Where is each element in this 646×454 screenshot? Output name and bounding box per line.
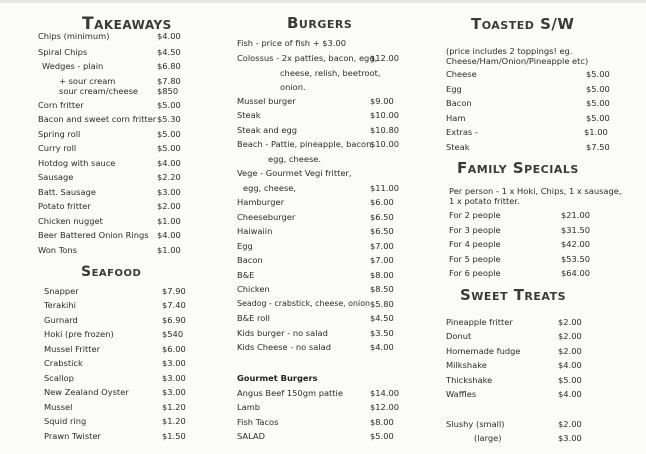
menu-item-name: Terakihi: [44, 300, 76, 310]
menu-item-name: Mussel burger: [237, 96, 296, 106]
menu-item-price: $5.00: [586, 69, 610, 79]
menu-item-price: $4.00: [558, 360, 582, 370]
toasted-note: (price includes 2 toppings! eg.: [446, 46, 573, 56]
menu-item-name: Vege - Gourmet Vegi fritter,: [237, 168, 352, 178]
menu-item-price: $12.00: [370, 53, 400, 63]
menu-item-price: $4.00: [558, 389, 582, 399]
menu-item-price: $540: [162, 329, 184, 339]
toasted-note: Cheese/Ham/Onion/Pineapple etc): [446, 56, 589, 66]
menu-item-price: $3.00: [162, 373, 186, 383]
menu-item-price: $53.50: [561, 254, 591, 264]
page-edge: [0, 0, 646, 3]
menu-item-price: $5.00: [157, 129, 181, 139]
menu-item-price: $7.00: [370, 255, 394, 265]
menu-item-name: Mussel: [44, 402, 73, 412]
menu-item-name: For 3 people: [449, 225, 501, 235]
menu-item-price: $42.00: [561, 239, 591, 249]
menu-item-name: Hoki (pre frozen): [44, 329, 114, 339]
menu-item-price: $2.00: [157, 201, 181, 211]
menu-item-price: $6.80: [157, 61, 181, 71]
menu-item-name: Potato fritter: [38, 201, 91, 211]
menu-item-name: For 2 people: [449, 210, 501, 220]
family-specials-heading: Family Specials: [457, 159, 579, 177]
menu-item-price: $5.00: [370, 431, 394, 441]
menu-item-name: Ham: [446, 113, 466, 123]
menu-item-name: Kids Cheese - no salad: [237, 342, 331, 352]
menu-item-name: Curry roll: [38, 143, 77, 153]
menu-item-name: Angus Beef 150gm pattie: [237, 388, 343, 398]
menu-item-price: $3.00: [157, 187, 181, 197]
menu-item-price: $5.00: [157, 143, 181, 153]
menu-item-price: $6.50: [370, 226, 394, 236]
menu-item-price: $2.00: [558, 317, 582, 327]
menu-item-name: Won Tons: [38, 245, 78, 255]
menu-item-description: egg, cheese.: [268, 154, 322, 164]
menu-item-name: Donut: [446, 331, 472, 341]
menu-item-price: $5.00: [586, 84, 610, 94]
menu-item-price: $8.00: [370, 417, 394, 427]
menu-item-name: Hotdog with sauce: [38, 158, 116, 168]
menu-item-name: Prawn Twister: [44, 431, 101, 441]
family-note: 1 x potato fritter.: [449, 196, 520, 206]
menu-item-name: Thickshake: [446, 375, 493, 385]
menu-item-price: $10.00: [370, 110, 400, 120]
menu-item-price: $2.00: [558, 331, 582, 341]
menu-item-name: Steak: [237, 110, 261, 120]
menu-item-name: Milkshake: [446, 360, 487, 370]
menu-item-price: $11.00: [370, 183, 400, 193]
menu-item-price: $14.00: [370, 388, 400, 398]
menu-item-price: $1.00: [157, 216, 181, 226]
menu-item-name: Snapper: [44, 286, 79, 296]
menu-item-price: $6.50: [370, 212, 394, 222]
menu-item-price: $4.00: [370, 342, 394, 352]
menu-item-name: Mussel Fritter: [44, 344, 101, 354]
menu-item-price: $1.50: [162, 431, 186, 441]
menu-item-name: B&E: [237, 270, 255, 280]
menu-item-price: $5.00: [157, 100, 181, 110]
menu-item-name: Gurnard: [44, 315, 78, 325]
menu-item-name: New Zealand Oyster: [44, 387, 129, 397]
menu-item-price: $5.00: [586, 98, 610, 108]
menu-item-price: $10.80: [370, 125, 400, 135]
menu-item-price: $4.50: [157, 47, 181, 57]
menu-item-price: $7.50: [586, 142, 610, 152]
menu-item-name: Pineapple fritter: [446, 317, 513, 327]
seafood-heading: Seafood: [81, 264, 142, 280]
menu-item-name: Lamb: [237, 402, 261, 412]
menu-item-price: $3.00: [162, 387, 186, 397]
menu-item-name: Crabstick: [44, 358, 83, 368]
menu-item-price: $4.50: [370, 313, 394, 323]
menu-item-name: Egg: [237, 241, 253, 251]
menu-item-name: Sausage: [38, 172, 74, 182]
menu-item-price: $6.90: [162, 315, 186, 325]
menu-item-name: Corn fritter: [38, 100, 84, 110]
takeaways-heading: Takeaways: [82, 14, 172, 34]
menu-item-price: $2.00: [558, 419, 582, 429]
menu-item-name: Bacon and sweet corn fritter: [38, 114, 157, 124]
menu-item-price: $5.80: [370, 299, 394, 309]
menu-item-price: $8.50: [370, 284, 394, 294]
menu-item-name: Hamburger: [237, 197, 284, 207]
menu-item-name: Colossus - 2x patties, bacon, egg,: [237, 53, 378, 63]
menu-item-name: Scallop: [44, 373, 74, 383]
menu-item-name: Slushy (small): [446, 419, 505, 429]
menu-item-name: Extras -: [446, 127, 478, 137]
menu-item-name: Chips (minimum): [38, 31, 110, 41]
menu-item-price: $12.00: [370, 402, 400, 412]
menu-item-name: Fish Tacos: [237, 417, 279, 427]
menu-item-name: (large): [474, 433, 502, 443]
menu-item-price: $1.00: [584, 127, 608, 137]
menu-item-name: For 6 people: [449, 268, 501, 278]
menu-item-price: $2.20: [157, 172, 181, 182]
gourmet-burgers-subheading: Gourmet Burgers: [237, 373, 318, 383]
fish-price-note: Fish - price of fish + $3.00: [237, 38, 347, 48]
menu-item-name: Haiwaiin: [237, 226, 273, 236]
menu-item-name: + sour cream: [59, 76, 116, 86]
menu-item-price: $5.00: [558, 375, 582, 385]
menu-item-name: Batt. Sausage: [38, 187, 96, 197]
menu-item-price: $9.00: [370, 96, 394, 106]
menu-item-name: Bacon: [237, 255, 263, 265]
menu-item-name: Steak and egg: [237, 125, 298, 135]
menu-item-name: Bacon: [446, 98, 472, 108]
menu-item-name: Beer Battered Onion Rings: [38, 230, 149, 240]
menu-item-price: $7.80: [157, 76, 181, 86]
menu-item-name: Homemade fudge: [446, 346, 521, 356]
menu-item-price: $1.20: [162, 402, 186, 412]
menu-item-price: $64.00: [561, 268, 591, 278]
menu-item-description: egg, cheese,: [243, 183, 297, 193]
family-note: Per person - 1 x Hoki, Chips, 1 x sausage,: [449, 186, 622, 196]
menu-item-price: $2.00: [558, 346, 582, 356]
menu-item-name: Kids burger - no salad: [237, 328, 328, 338]
menu-item-price: $3.50: [370, 328, 394, 338]
menu-item-name: SALAD: [237, 431, 265, 441]
menu-item-description: onion.: [280, 82, 306, 92]
menu-item-price: $3.00: [162, 358, 186, 368]
menu-item-price: $4.00: [157, 158, 181, 168]
burgers-heading: Burgers: [287, 14, 353, 32]
menu-item-name: Beach - Pattie, pineapple, bacon,: [237, 139, 374, 149]
menu-item-price: $7.40: [162, 300, 186, 310]
menu-item-description: cheese, relish, beetroot,: [280, 68, 381, 78]
menu-item-price: $7.90: [162, 286, 186, 296]
menu-item-price: $7.00: [370, 241, 394, 251]
menu-item-name: Seadog - crabstick, cheese, onion: [237, 299, 371, 308]
menu-item-price: $10.00: [370, 139, 400, 149]
menu-item-price: $1.20: [162, 416, 186, 426]
menu-item-price: $5.00: [586, 113, 610, 123]
menu-item-price: $8.00: [370, 270, 394, 280]
menu-item-price: $850: [157, 86, 179, 96]
menu-item-name: Steak: [446, 142, 470, 152]
menu-item-name: Spring roll: [38, 129, 81, 139]
menu-item-price: $3.00: [558, 433, 582, 443]
menu-item-name: For 4 people: [449, 239, 501, 249]
toasted-heading: Toasted S/W: [471, 15, 575, 33]
menu-item-price: $4.00: [157, 230, 181, 240]
menu-item-price: $6.00: [162, 344, 186, 354]
menu-item-price: $6.00: [370, 197, 394, 207]
menu-item-name: Squid ring: [44, 416, 87, 426]
menu-item-price: $5.30: [157, 114, 181, 124]
menu-item-name: Chicken: [237, 284, 270, 294]
menu-item-name: Wedges - plain: [42, 61, 104, 71]
menu-item-price: $1.00: [157, 245, 181, 255]
menu-item-name: Spiral Chips: [38, 47, 88, 57]
menu-item-name: sour cream/cheese: [59, 86, 139, 96]
menu-item-name: Cheese: [446, 69, 477, 79]
menu-item-price: $4.00: [157, 31, 181, 41]
menu-item-name: Cheeseburger: [237, 212, 296, 222]
menu-item-name: Egg: [446, 84, 462, 94]
sweet-treats-heading: Sweet Treats: [460, 286, 566, 304]
menu-item-name: B&E roll: [237, 313, 270, 323]
menu-item-name: For 5 people: [449, 254, 501, 264]
menu-item-name: Chicken nugget: [38, 216, 103, 226]
menu-item-price: $21.00: [561, 210, 591, 220]
menu-item-name: Waffles: [446, 389, 477, 399]
menu-item-price: $31.50: [561, 225, 591, 235]
